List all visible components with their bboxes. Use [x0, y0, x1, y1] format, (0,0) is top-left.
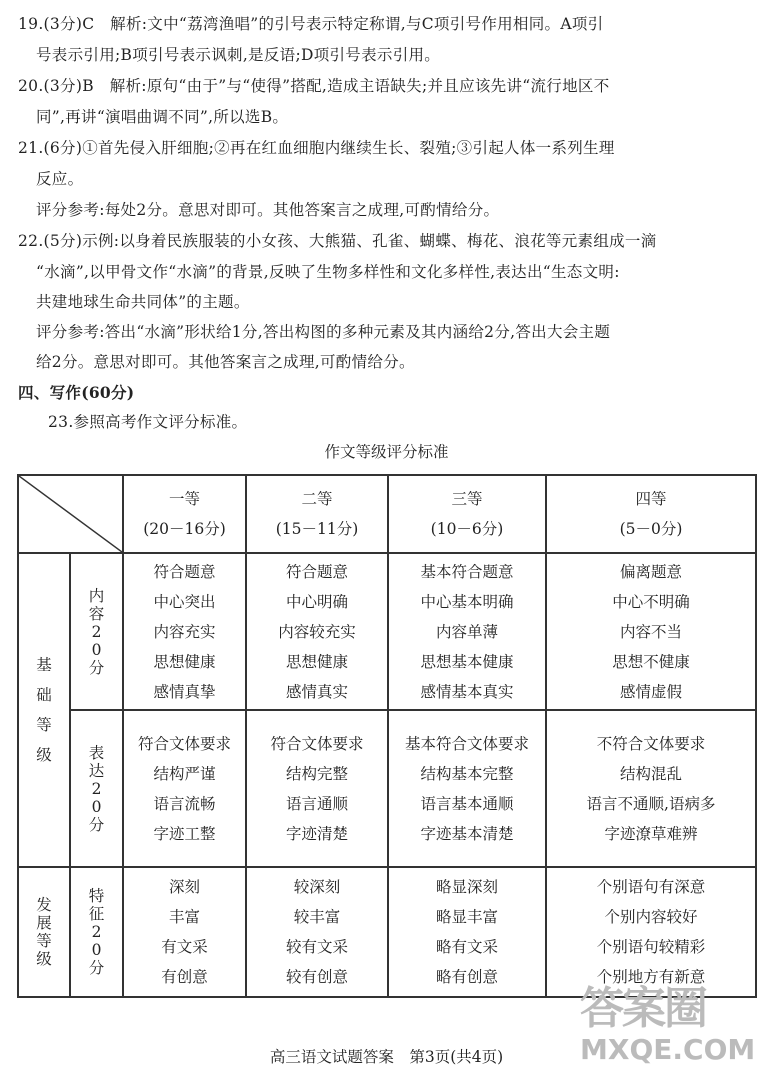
- content-label: 内 容 2 0 分: [70, 553, 123, 710]
- watermark-top-text: 答案圈: [580, 983, 706, 1034]
- content-grade-1: 符合题意 中心突出 内容充实 思想健康 感情真挚: [123, 553, 246, 710]
- feature-grade-1: 深刻 丰富 有文采 有创意: [123, 867, 246, 997]
- content-row: [18, 553, 756, 710]
- feature-grade-3: 略显深刻 略显丰富 略有文采 略有创意: [388, 867, 546, 997]
- development-level-label: 发 展 等 级: [18, 867, 70, 997]
- answer-22-line2: “水滴”,以甲骨文作“水滴”的背景,反映了生物多样性和文化多样性,表达出“生态文明:: [36, 263, 620, 281]
- grade-2-header: 二等 (15－11分): [246, 475, 388, 553]
- grade-4-header: 四等 (5－0分): [546, 475, 756, 553]
- feature-label: 特 征 2 0 分: [70, 867, 123, 997]
- feature-grade-2: 较深刻 较丰富 较有文采 较有创意: [246, 867, 388, 997]
- feature-grade-4: 个别语句有深意 个别内容较好 个别语句较精彩 个别地方有新意: [546, 867, 756, 997]
- content-grade-2: 符合题意 中心明确 内容较充实 思想健康 感情真实: [246, 553, 388, 710]
- grade-3-header: 三等 (10－6分): [388, 475, 546, 553]
- section-writing-heading: 四、写作(60分): [18, 383, 135, 402]
- answer-21-scoring: 评分参考:每处2分。意思对即可。其他答案言之成理,可酌情给分。: [36, 201, 500, 219]
- answer-21-line2: 反应。: [36, 170, 84, 188]
- table-header-row: [18, 475, 756, 553]
- feature-row: [18, 867, 756, 997]
- content-grade-4: 偏离题意 中心不明确 内容不当 思想不健康 感情虚假: [546, 553, 756, 710]
- page-footer: 高三语文试题答案 第3页(共4页): [269, 1048, 504, 1066]
- diagonal-corner-cell: [18, 475, 123, 553]
- answer-21-line1: 21.(6分)①首先侵入肝细胞;②再在红血细胞内继续生长、裂殖;③引起人体一系列生理: [18, 139, 615, 157]
- expression-grade-1: 符合文体要求 结构严谨 语言流畅 字迹工整: [123, 710, 246, 867]
- content-grade-3: 基本符合题意 中心基本明确 内容单薄 思想基本健康 感情基本真实: [388, 553, 546, 710]
- expression-row: [18, 710, 756, 867]
- answer-20-line2: 同”,再讲“演唱曲调不同”,所以选B。: [36, 108, 289, 126]
- essay-grading-table: [17, 474, 757, 998]
- answer-20-line1: 20.(3分)B 解析:原句“由于”与“使得”搭配,造成主语缺失;并且应该先讲“流行地区不: [18, 77, 610, 95]
- answer-22-line3: 共建地球生命共同体”的主题。: [36, 293, 250, 311]
- answer-19-line1: 19.(3分)C 解析:文中“荔湾渔唱”的引号表示特定称谓,与C项引号作用相同。A项引: [18, 15, 604, 33]
- expression-grade-3: 基本符合文体要求 结构基本完整 语言基本通顺 字迹基本清楚: [388, 710, 546, 867]
- answer-22-scoring-line1: 评分参考:答出“水滴”形状给1分,答出构图的多种元素及其内涵给2分,答出大会主题: [36, 323, 611, 341]
- answer-23: 23.参照高考作文评分标准。: [48, 413, 248, 431]
- diagonal-line: [19, 476, 122, 552]
- answer-22-scoring-line2: 给2分。意思对即可。其他答案言之成理,可酌情给分。: [36, 353, 415, 371]
- answer-19-line2: 号表示引用;B项引号表示讽刺,是反语;D项引号表示引用。: [36, 46, 441, 64]
- answer-22-line1: 22.(5分)示例:以身着民族服装的小女孩、大熊猫、孔雀、蝴蝶、梅花、浪花等元素组成一滴: [18, 232, 657, 250]
- expression-label: 表 达 2 0 分: [70, 710, 123, 867]
- expression-grade-4: 不符合文体要求 结构混乱 语言不通顺,语病多 字迹潦草难辨: [546, 710, 756, 867]
- expression-grade-2: 符合文体要求 结构完整 语言通顺 字迹清楚: [246, 710, 388, 867]
- watermark-bottom-text: MXQE.COM: [580, 1033, 756, 1066]
- watermark-logo: [580, 985, 770, 1075]
- basic-level-label: 基 础 等 级: [18, 553, 70, 867]
- table-title: 作文等级评分标准: [324, 443, 449, 461]
- grade-1-header: 一等 (20－16分): [123, 475, 246, 553]
